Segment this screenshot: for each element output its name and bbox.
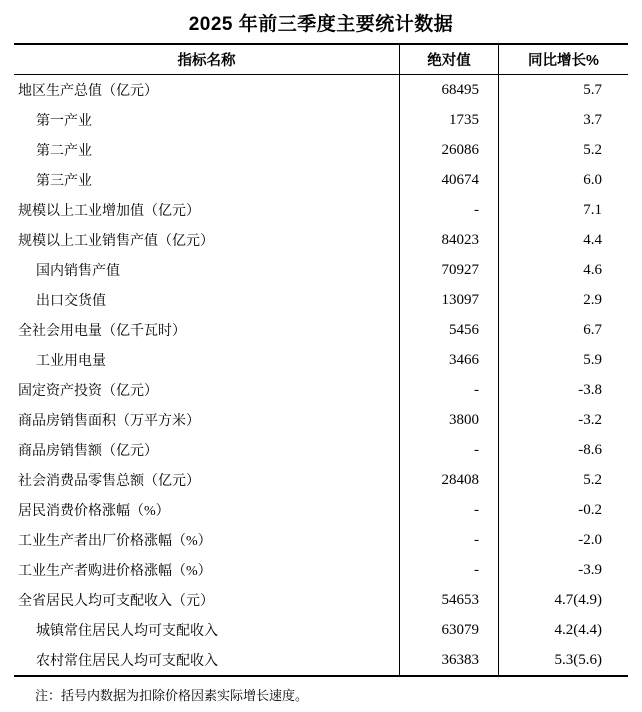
table-row: [14, 615, 628, 645]
indicator-name: 规模以上工业销售产值（亿元）: [18, 234, 214, 249]
absolute-value: 40674: [399, 165, 498, 195]
yoy-growth: -3.8: [498, 375, 628, 405]
indicator-name: 城镇常住居民人均可支配收入: [36, 624, 218, 639]
table-row: [14, 465, 628, 495]
indicator-name: 规模以上工业增加值（亿元）: [18, 204, 200, 219]
table-row: [14, 345, 628, 375]
indicator-name: 全省居民人均可支配收入（元）: [18, 594, 214, 609]
table-row: [14, 105, 628, 135]
yoy-growth: 6.0: [498, 165, 628, 195]
indicator-name: 固定资产投资（亿元）: [18, 384, 158, 399]
table-row: [14, 585, 628, 615]
absolute-value: 3800: [399, 405, 498, 435]
table-row: [14, 525, 628, 555]
yoy-growth: -0.2: [498, 495, 628, 525]
table-header-row: [14, 45, 628, 75]
indicator-name: 商品房销售面积（万平方米）: [18, 414, 200, 429]
absolute-value: 3466: [399, 345, 498, 375]
table-row: [14, 195, 628, 225]
table-row: [14, 435, 628, 465]
yoy-growth: 4.2(4.4): [498, 615, 628, 645]
indicator-name: 第一产业: [36, 114, 92, 129]
absolute-value: 68495: [399, 75, 498, 105]
absolute-value: 13097: [399, 285, 498, 315]
indicator-name: 商品房销售额（亿元）: [18, 444, 158, 459]
indicator-name: 第三产业: [36, 174, 92, 189]
table-footnote: 注：括号内数据为扣除价格因素实际增长速度。: [35, 688, 309, 703]
yoy-growth: 5.2: [498, 465, 628, 495]
table-row: [14, 495, 628, 525]
yoy-growth: 4.7(4.9): [498, 585, 628, 615]
absolute-value: -: [399, 195, 498, 225]
indicator-name: 居民消费价格涨幅（%）: [18, 504, 170, 519]
table-row: [14, 255, 628, 285]
absolute-value: 54653: [399, 585, 498, 615]
yoy-growth: 5.3(5.6): [498, 645, 628, 675]
indicator-name: 地区生产总值（亿元）: [18, 84, 158, 99]
yoy-growth: 5.7: [498, 75, 628, 105]
absolute-value: 36383: [399, 645, 498, 675]
table-row: [14, 375, 628, 405]
yoy-growth: 6.7: [498, 315, 628, 345]
absolute-value: -: [399, 435, 498, 465]
yoy-growth: -8.6: [498, 435, 628, 465]
table-row: [14, 555, 628, 585]
indicator-name: 出口交货值: [36, 294, 106, 309]
absolute-value: -: [399, 375, 498, 405]
absolute-value: -: [399, 495, 498, 525]
table-row: [14, 285, 628, 315]
absolute-value: 84023: [399, 225, 498, 255]
indicator-name: 工业生产者出厂价格涨幅（%）: [18, 534, 212, 549]
indicator-name: 农村常住居民人均可支配收入: [36, 654, 218, 669]
absolute-value: -: [399, 525, 498, 555]
yoy-growth: 5.9: [498, 345, 628, 375]
yoy-growth: 3.7: [498, 105, 628, 135]
indicator-name: 社会消费品零售总额（亿元）: [18, 474, 200, 489]
yoy-growth: 2.9: [498, 285, 628, 315]
indicator-name: 国内销售产值: [36, 264, 120, 279]
absolute-value: -: [399, 555, 498, 585]
absolute-value: 1735: [399, 105, 498, 135]
table-body: [14, 75, 628, 675]
indicator-name: 全社会用电量（亿千瓦时）: [18, 324, 186, 339]
table-row: [14, 315, 628, 345]
table-row: [14, 405, 628, 435]
yoy-growth: -3.9: [498, 555, 628, 585]
page-title: 2025 年前三季度主要统计数据: [188, 14, 454, 35]
table-row: [14, 225, 628, 255]
yoy-growth: 4.4: [498, 225, 628, 255]
yoy-growth: 7.1: [498, 195, 628, 225]
indicator-name: 第二产业: [36, 144, 92, 159]
absolute-value: 26086: [399, 135, 498, 165]
table-row: [14, 645, 628, 675]
absolute-value: 5456: [399, 315, 498, 345]
header-yoy-growth: 同比增长%: [498, 45, 628, 74]
table-row: [14, 75, 628, 105]
yoy-growth: -3.2: [498, 405, 628, 435]
indicator-name: 工业用电量: [36, 354, 106, 369]
indicator-name: 工业生产者购进价格涨幅（%）: [18, 564, 212, 579]
table-row: [14, 135, 628, 165]
yoy-growth: -2.0: [498, 525, 628, 555]
header-indicator-name: 指标名称: [177, 53, 236, 69]
absolute-value: 28408: [399, 465, 498, 495]
yoy-growth: 5.2: [498, 135, 628, 165]
statistics-table: [14, 43, 628, 677]
table-row: [14, 165, 628, 195]
header-absolute-value: 绝对值: [399, 45, 498, 74]
absolute-value: 70927: [399, 255, 498, 285]
yoy-growth: 4.6: [498, 255, 628, 285]
absolute-value: 63079: [399, 615, 498, 645]
